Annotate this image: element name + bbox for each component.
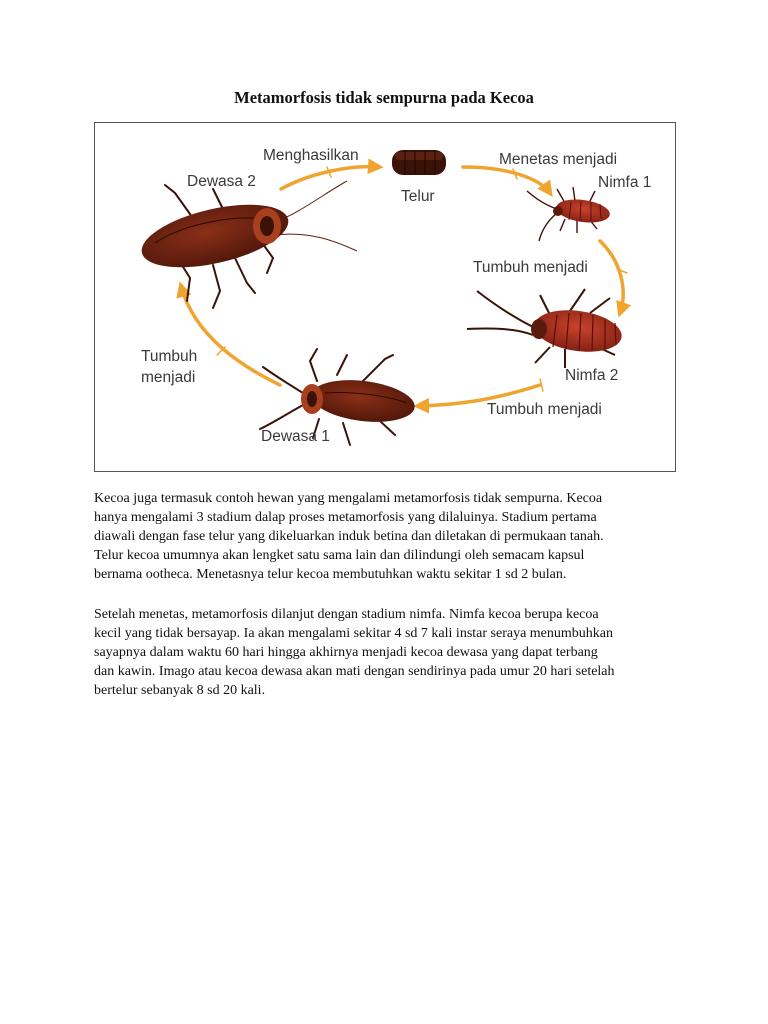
paragraph-line: bernama ootheca. Menetasnya telur kecoa membutuhkan waktu sekitar 1 sd 2 bulan. bbox=[94, 567, 567, 582]
paragraph-line: Setelah menetas, metamorfosis dilanjut dengan stadium nimfa. Nimfa kecoa berupa kecoa bbox=[94, 607, 599, 622]
paragraph-line: Telur kecoa umumnya akan lengket satu sama lain dan dilindungi oleh semacam kapsul bbox=[94, 548, 585, 563]
adult-cockroach-2-icon bbox=[136, 181, 357, 308]
label-tumbuh-menjadi-2: Tumbuh menjadi bbox=[487, 401, 602, 418]
egg-capsule-icon bbox=[392, 150, 446, 175]
label-tumbuh: Tumbuh bbox=[141, 348, 198, 365]
paragraph-line: Kecoa juga termasuk contoh hewan yang mengalami metamorfosis tidak sempurna. Kecoa bbox=[94, 491, 603, 506]
nymph-1-icon bbox=[527, 187, 611, 241]
label-dewasa-2: Dewasa 2 bbox=[187, 173, 256, 190]
paragraph-line: bertelur sebanyak 8 sd 20 kali. bbox=[94, 683, 266, 698]
label-menjadi: menjadi bbox=[141, 369, 196, 386]
label-nimfa-2: Nimfa 2 bbox=[565, 367, 619, 384]
label-dewasa-1: Dewasa 1 bbox=[261, 428, 330, 445]
paragraph-line: sayapnya dalam waktu 60 hari hingga akhirnya menjadi kecoa dewasa yang dapat terbang bbox=[94, 645, 598, 660]
life-cycle-diagram bbox=[95, 123, 676, 472]
paragraph-line: dan kawin. Imago atau kecoa dewasa akan mati dengan sendirinya pada umur 20 hari setelah bbox=[94, 664, 615, 679]
arrow-tumbuh-3 bbox=[181, 286, 280, 385]
page-title: Metamorfosis tidak sempurna pada Kecoa bbox=[234, 88, 534, 107]
label-nimfa-1: Nimfa 1 bbox=[598, 174, 652, 191]
paragraph-line: kecil yang tidak bersayap. Ia akan mengalami sekitar 4 sd 7 kali instar seraya menumbuhkan bbox=[94, 626, 613, 641]
paragraph-line: hanya mengalami 3 stadium dalap proses metamorfosis yang dilaluinya. Stadium pertama bbox=[94, 510, 597, 525]
paragraph-1 bbox=[94, 489, 684, 584]
life-cycle-figure bbox=[94, 122, 676, 472]
arrow-menetas bbox=[463, 167, 550, 193]
nymph-2-icon bbox=[467, 289, 624, 368]
arrow-menghasilkan bbox=[281, 167, 379, 189]
label-tumbuh-menjadi-1: Tumbuh menjadi bbox=[473, 259, 588, 276]
label-menghasilkan: Menghasilkan bbox=[263, 147, 359, 164]
paragraph-line: diawali dengan fase telur yang dikeluarkan induk betina dan diletakan di permukaan tanah. bbox=[94, 529, 604, 544]
label-menetas-menjadi: Menetas menjadi bbox=[499, 151, 618, 168]
label-telur: Telur bbox=[401, 188, 435, 205]
paragraph-2 bbox=[94, 605, 684, 700]
